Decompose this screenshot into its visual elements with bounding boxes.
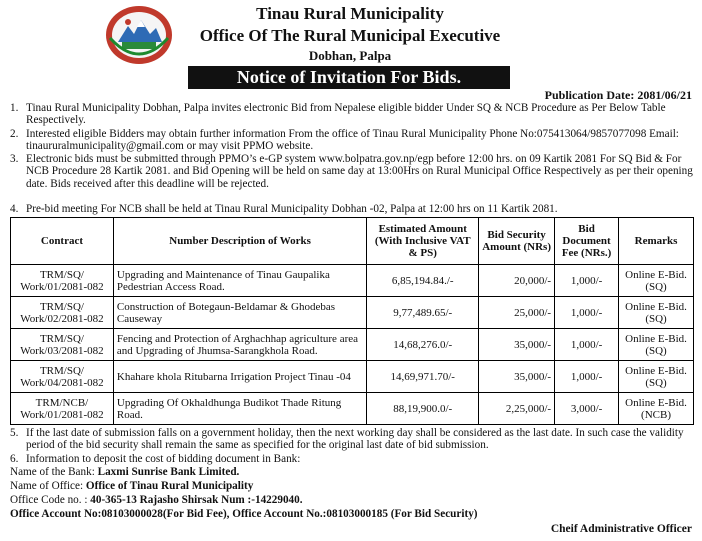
account-numbers: Office Account No:08103000028(For Bid Fee), Office Account No.:08103000185 (For Bid Security) [10, 508, 478, 520]
table-row [11, 361, 694, 393]
contract-cell: TRM/SQ/ Work/03/2081-082 [11, 329, 114, 361]
contract-cell: TRM/NCB/ Work/01/2081-082 [11, 393, 114, 425]
paragraph-6 [10, 453, 694, 465]
office-name: Office Of The Rural Municipal Executive [199, 26, 501, 45]
description-cell: Upgrading and Maintenance of Tinau Gaupalika Pedestrian Access Road. [113, 265, 366, 297]
bank-name-line [10, 466, 239, 478]
remarks-cell: Online E-Bid.(SQ) [619, 265, 694, 297]
column-header-estimated-amount: Estimated Amount (With Inclusive VAT & PS) [367, 218, 479, 265]
paragraph-number: 3. [10, 153, 19, 165]
security-cell: 25,000/- [479, 297, 555, 329]
fee-cell: 1,000/- [555, 265, 619, 297]
amount-cell: 14,69,971.70/- [367, 361, 479, 393]
description-cell: Upgrading Of Okhaldhunga Budikot Thade Ritung Road. [113, 393, 366, 425]
description-cell: Fencing and Protection of Arghachhap agriculture area and Upgrading of Jhumsa-Sarangkhola Road. [113, 329, 366, 361]
paragraph-number: 5. [10, 427, 19, 439]
office-label: Name of Office: [10, 480, 84, 492]
column-header-description: Number Description of Works [113, 218, 366, 265]
column-header-remarks: Remarks [619, 218, 694, 265]
description-cell: Khahare khola Ritubarna Irrigation Project Tinau -04 [113, 361, 366, 393]
amount-cell: 14,68,276.0/- [367, 329, 479, 361]
contract-cell: TRM/SQ/ Work/02/2081-082 [11, 297, 114, 329]
code-value: 40-365-13 Rajasho Shirsak Num :-14229040. [90, 494, 303, 506]
office-location: Dobhan, Palpa [308, 48, 392, 63]
office-code-line [10, 494, 303, 506]
paragraph-text: Interested eligible Bidders may obtain further information From the office of Tinau Rural Municipality Phone No:075413064/9857077098 Email: tinaururalmunicipality@gmail.com or may visit PPMO website. [26, 128, 679, 153]
paragraph-5 [10, 427, 694, 452]
signatory-title: Cheif Administrative Officer [550, 523, 692, 535]
paragraph-text: Pre-bid meeting For NCB shall be held at Tinau Rural Municipality Dobhan -02, Palpa at 12:00 hrs on 11 Kartik 2081. [26, 203, 558, 215]
bank-label: Name of the Bank: [10, 466, 95, 478]
security-cell: 2,25,000/- [479, 393, 555, 425]
paragraph-text: Information to deposit the cost of bidding document in Bank: [26, 453, 301, 465]
table-row [11, 297, 694, 329]
security-cell: 35,000/- [479, 329, 555, 361]
bank-value: Laxmi Sunrise Bank Limited. [97, 466, 240, 478]
contract-cell: TRM/SQ/ Work/04/2081-082 [11, 361, 114, 393]
paragraph-1 [10, 102, 694, 127]
municipality-name: Tinau Rural Municipality [256, 4, 444, 23]
fee-cell: 1,000/- [555, 361, 619, 393]
office-value: Office of Tinau Rural Municipality [85, 480, 254, 492]
paragraph-2 [10, 128, 694, 153]
notice-title: Notice of Invitation For Bids. [188, 66, 510, 89]
column-header-document-fee: Bid Document Fee (NRs.) [555, 218, 619, 265]
amount-cell: 88,19,900.0/- [367, 393, 479, 425]
remarks-cell: Online E-Bid.(SQ) [619, 329, 694, 361]
remarks-cell: Online E-Bid.(SQ) [619, 297, 694, 329]
paragraph-text: Tinau Rural Municipality Dobhan, Palpa invites electronic Bid from Nepalese eligible bidder Under SQ & NCB Procedure as Per Below Table Respectively. [26, 102, 666, 127]
column-header-contract: Contract [11, 218, 114, 265]
fee-cell: 1,000/- [555, 329, 619, 361]
table-row [11, 393, 694, 425]
description-cell: Construction of Botegaun-Beldamar & Ghodebas Causeway [113, 297, 366, 329]
fee-cell: 1,000/- [555, 297, 619, 329]
paragraph-4 [10, 203, 694, 215]
code-label: Office Code no. : [10, 494, 88, 506]
table-header-row [11, 218, 694, 265]
table-row [11, 329, 694, 361]
remarks-cell: Online E-Bid.(NCB) [619, 393, 694, 425]
amount-cell: 9,77,489.65/- [367, 297, 479, 329]
amount-cell: 6,85,194.84./- [367, 265, 479, 297]
fee-cell: 3,000/- [555, 393, 619, 425]
remarks-cell: Online E-Bid.(SQ) [619, 361, 694, 393]
paragraph-number: 1. [10, 102, 19, 114]
paragraph-3 [10, 153, 694, 190]
security-cell: 35,000/- [479, 361, 555, 393]
publication-date: Publication Date: 2081/06/21 [544, 88, 692, 102]
paragraph-text: Electronic bids must be submitted through PPMO’s e-GP system www.bolpatra.gov.np/egp before 12:00 hrs. on 09 Kartik 2081 For SQ Bid & For NCB Procedure 28 Kartik 2081. and Bid Opening will be held on same day at 13:00Hrs on Rural Municipal Office Respectively as per their opening date. Bids received after this deadline will be rejected. [26, 153, 693, 190]
paragraph-number: 4. [10, 203, 19, 215]
security-cell: 20,000/- [479, 265, 555, 297]
municipality-emblem-icon [104, 4, 174, 66]
paragraph-text: If the last date of submission falls on a government holiday, then the next working day shall be considered as the last date. In such case the validity period of the bid security shall remain the same as specified for the original last date of bid submission. [26, 427, 684, 452]
column-header-bid-security: Bid Security Amount (NRs) [479, 218, 555, 265]
office-name-line [10, 480, 253, 492]
paragraph-number: 6. [10, 453, 19, 465]
paragraph-number: 2. [10, 128, 19, 140]
bids-table [10, 217, 694, 425]
contract-cell: TRM/SQ/ Work/01/2081-082 [11, 265, 114, 297]
table-row [11, 265, 694, 297]
